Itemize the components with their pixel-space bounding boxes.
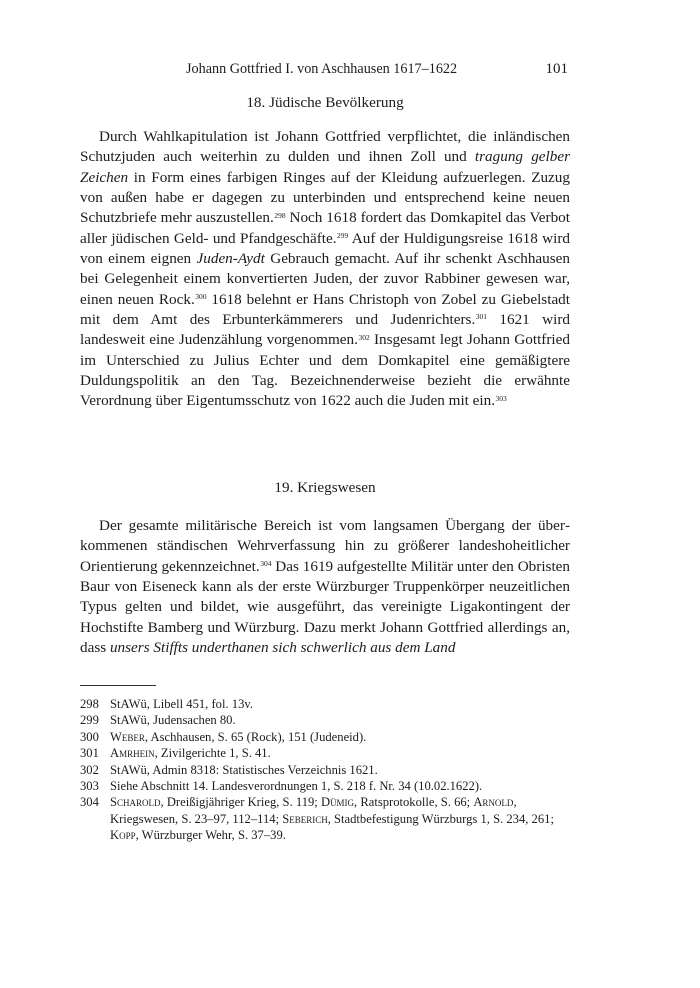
footnote-text: , Dreißigjähriger Krieg, S. 119; [160, 795, 321, 810]
text-run: Auf der Huldigungsreise 1618 wird von einem eignen [80, 229, 570, 268]
section-18-paragraph [80, 127, 570, 412]
italic-quote: tragung gelber Zeichen [80, 148, 570, 186]
author-name: Seberich [282, 811, 328, 826]
running-title: Johann Gottfried I. von Aschhausen 1617–1622 [186, 61, 458, 77]
footnote-number: 299 [80, 713, 99, 728]
footnote-number: 300 [80, 729, 99, 744]
footnote-text: , Zivilgerichte 1, S. 41. [154, 746, 271, 761]
footnote-ref-298[interactable]: 298 [274, 210, 286, 220]
footnote-divider [80, 685, 156, 686]
footnote-ref-300[interactable]: 300 [195, 291, 207, 301]
footnote-299 [80, 712, 570, 728]
section-heading-18: 18. Jüdische Bevölkerung [246, 94, 404, 111]
footnote-text: , Kriegswesen, S. 23–97, 112–114; [110, 795, 517, 826]
section-19-paragraph [80, 516, 570, 658]
footnote-302 [80, 762, 570, 778]
footnote-ref-302[interactable]: 302 [358, 332, 370, 342]
footnote-text: , Würzburger Wehr, S. 37–39. [135, 828, 286, 843]
footnote-303 [80, 778, 570, 794]
footnote-301 [80, 745, 570, 761]
footnote-number: 302 [80, 762, 99, 777]
footnotes [80, 696, 570, 844]
footnote-text: StAWü, Libell 451, fol. 13v. [110, 697, 253, 711]
text-run: in Form eines farbigen Ringes auf der Kleidung aufzuerlegen. Zuzug von außen habe er dagegen zu unterbinden und entsprechend keine neuen Schutzbriefe mehr auszustellen. [80, 168, 570, 227]
page-number: 101 [545, 61, 568, 77]
footnote-ref-301[interactable]: 301 [475, 312, 488, 322]
footnote-ref-304[interactable]: 304 [260, 558, 272, 568]
footnote-300 [80, 729, 570, 745]
section-heading-19: 19. Kriegswesen [274, 479, 376, 496]
author-name: Arnold [473, 795, 514, 810]
author-name: Amrhein [110, 746, 155, 761]
author-name: Kopp [110, 828, 136, 843]
text-run: Der gesamte militärische Bereich ist vom langsamen Übergang der überkommenen ständischen Wehrverfassung hin zu größerer landeshoheitlicher Orientierung gekennzeichnet. [80, 517, 570, 575]
footnote-number: 303 [80, 779, 99, 794]
text-run: Insgesamt legt Johann Gottfried im Unterschied zu Julius Echter und dem Domkapitel eine gemäßigtere Duldungspolitik an den Tag. Bezeichnenderweise bezieht die erwähnte Verordnung über Eigentumsschutz von 1622 auch die Juden mit ein. [80, 331, 570, 410]
footnote-text: Siehe Abschnitt 14. Landesverordnungen 1, S. 218 f. Nr. 34 (10.02.1622). [110, 779, 483, 794]
footnote-number: 298 [80, 697, 99, 711]
text-run: Noch 1618 fordert das Domkapitel das Verbot aller jüdischen Geld- und Pfandgeschäfte. [80, 209, 570, 247]
text-run: 1621 wird landesweit eine Judenzählung vorgenommen. [80, 311, 570, 349]
italic-quote: Juden-Aydt [196, 250, 265, 268]
footnote-number: 304 [80, 795, 99, 810]
footnote-text: , Stadtbefestigung Würzburgs 1, S. 234, 261; [327, 811, 554, 826]
footnote-text: , Aschhausen, S. 65 (Rock), 151 (Judeneid). [144, 729, 367, 744]
author-name: Dümig [320, 795, 355, 810]
footnote-ref-303[interactable]: 303 [495, 393, 507, 403]
footnote-ref-299[interactable]: 299 [337, 230, 349, 240]
footnote-text: , Ratsprotokolle, S. 66; [354, 795, 474, 810]
text-run: Das 1619 aufgestellte Militär unter den Obristen Baur von Eiseneck kann als der erste Würzburger Truppenkörper neuzeitlichen Typus gelten und bildet, wie ausgeführt, das vereinigte Ligakontingent der Hochstifte Bamberg und Würzburg. Dazu merkt Johann Gottfried allerdings an, dass [80, 557, 570, 657]
footnote-number: 301 [80, 746, 99, 761]
italic-quote: unsers Stiffts underthanen sich schwerlich aus dem Land [109, 639, 456, 657]
footnote-text: StAWü, Admin 8318: Statistisches Verzeichnis 1621. [110, 762, 378, 777]
text-run: Durch Wahlkapitulation ist Johann Gottfried verpflichtet, die inländischen Schutzjuden auch weiterhin zu dulden und ihnen Zoll und [80, 128, 570, 166]
text-run: Gebrauch gemacht. Auf ihr schenkt Aschhausen bei Gelegenheit einem konvertierten Juden, der zuvor Rabbiner gewesen war, einen neuen Rock. [80, 250, 570, 308]
text-run: 1618 belehnt er Hans Christoph von Zobel zu Giebelstadt mit dem Amt des Erbunterkämmerers und Judenrichters. [80, 290, 570, 329]
footnote-304 [80, 794, 570, 843]
footnote-text: StAWü, Judensachen 80. [110, 713, 236, 728]
footnote-298 [80, 696, 570, 712]
author-name: Weber [110, 729, 145, 744]
author-name: Scharold [110, 795, 161, 810]
